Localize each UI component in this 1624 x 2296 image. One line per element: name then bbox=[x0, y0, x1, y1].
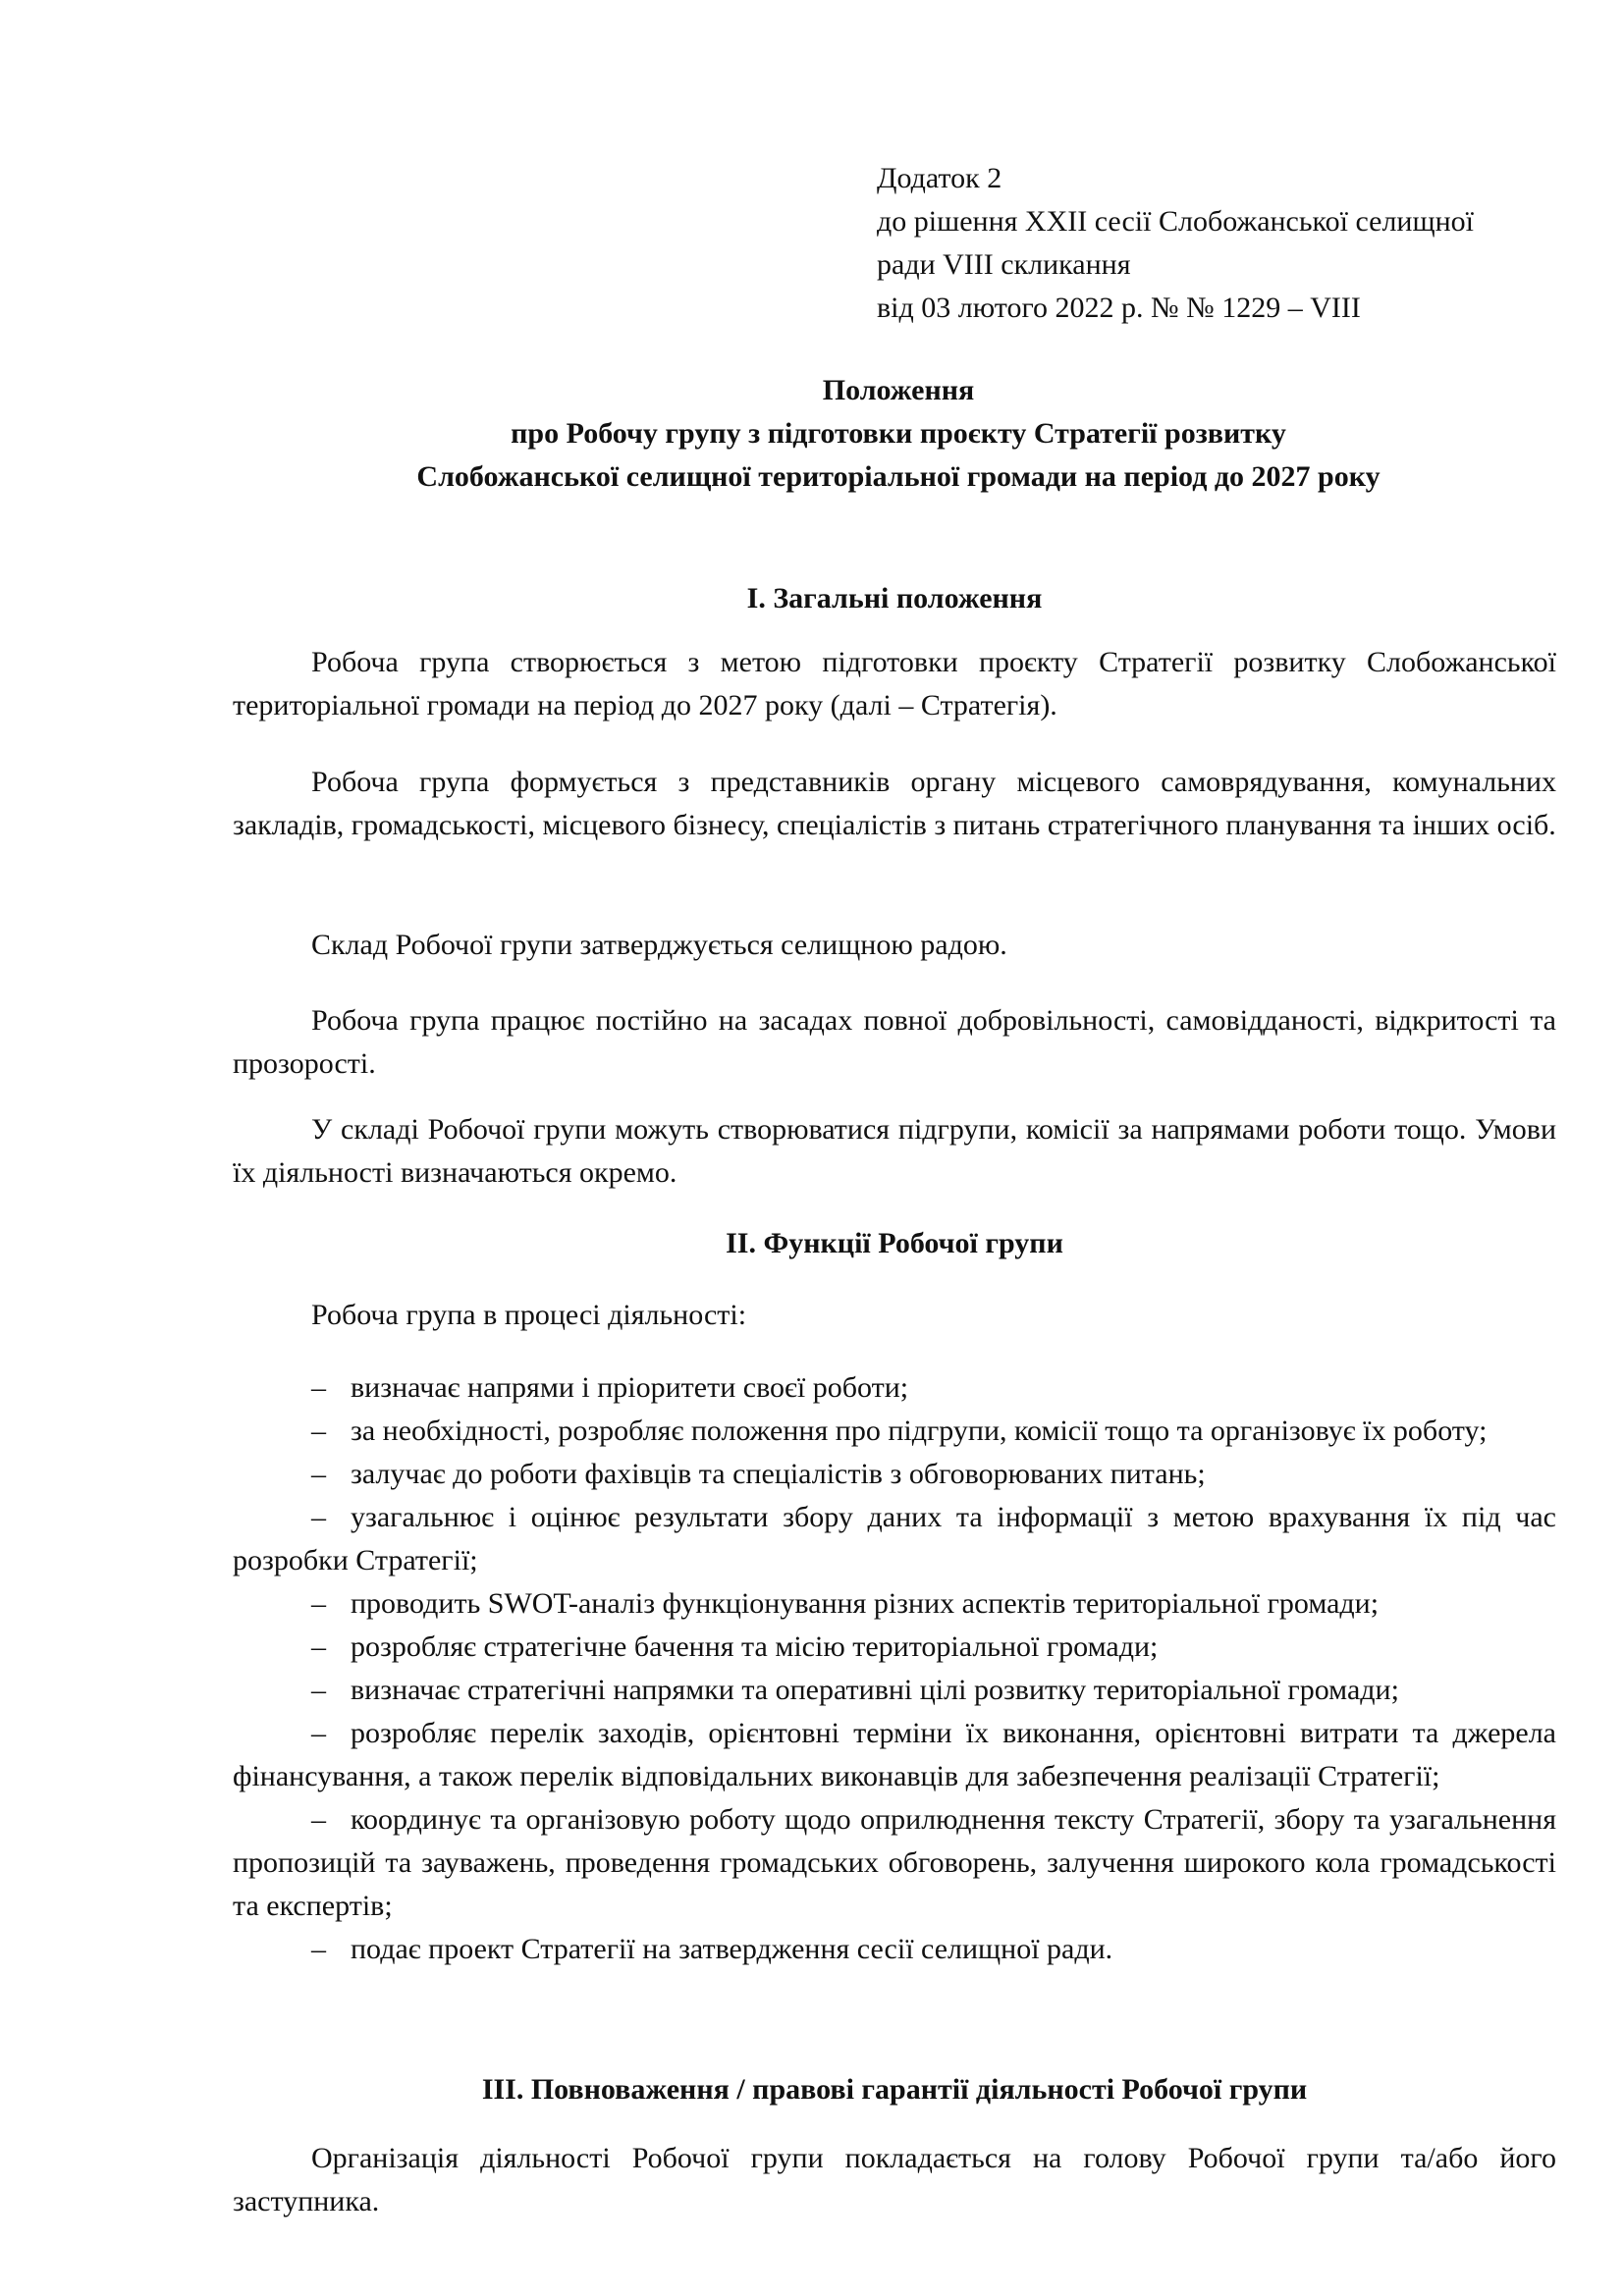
section-3-heading: III. Повноваження / правові гарантії діяльності Робочої групи bbox=[481, 2073, 1308, 2106]
section-2-intro: Робоча група в процесі діяльності: bbox=[311, 1299, 747, 1331]
dash-marker: – bbox=[311, 1717, 326, 1749]
title-line-2: про Робочу групу з підготовки проєкту Стратегії розвитку bbox=[511, 417, 1286, 450]
dash-marker: – bbox=[311, 1630, 326, 1663]
section-3-para-1: Організація діяльності Робочої групи покладається на голову Робочої групи та/або його заступника. bbox=[233, 2142, 1556, 2217]
section-1-para-3: Склад Робочої групи затверджується селищною радою. bbox=[311, 929, 1007, 961]
annex-block bbox=[877, 157, 1584, 330]
dash-marker: – bbox=[311, 1458, 326, 1490]
annex-number: Додаток 2 bbox=[877, 162, 1002, 194]
list-item: – залучає до роботи фахівців та спеціалістів з обговорюваних питань; bbox=[233, 1453, 1556, 1496]
section-2-heading: II. Функції Робочої групи bbox=[726, 1227, 1063, 1259]
list-item: – подає проект Стратегії на затвердження сесії селищної ради. bbox=[233, 1928, 1556, 1971]
dash-marker: – bbox=[311, 1587, 326, 1620]
section-2 bbox=[233, 1222, 1556, 1265]
functions-list bbox=[233, 1366, 1556, 1971]
section-3 bbox=[233, 2068, 1556, 2111]
annex-date: від 03 лютого 2022 р. № № 1229 – VIII bbox=[877, 292, 1361, 324]
list-item: – розробляє перелік заходів, орієнтовні терміни їх виконання, орієнтовні витрати та джерела фінансування, а також перелік відповідальних виконавців для забезпечення реалізації Стратегії; bbox=[233, 1712, 1556, 1798]
title-line-1: Положення bbox=[822, 374, 975, 406]
list-item: – за необхідності, розробляє положення про підгрупи, комісії тощо та організовує їх роботу; bbox=[233, 1410, 1556, 1453]
dash-marker: – bbox=[311, 1803, 326, 1836]
section-1-para-2: Робоча група формується з представників органу місцевого самоврядування, комунальних закладів, громадськості, місцевого бізнесу, спеціалістів з питань стратегічного планування та інших осіб. bbox=[233, 766, 1556, 841]
list-item: – проводить SWOT-аналіз функціонування різних аспектів територіальної громади; bbox=[233, 1582, 1556, 1626]
list-item: – координує та організовую роботу щодо оприлюднення тексту Стратегії, збору та узагальнення пропозицій та зауважень, проведення громадських обговорень, залучення широкого кола громадськості та експертів; bbox=[233, 1798, 1556, 1928]
title-line-3: Слобожанської селищної територіальної громади на період до 2027 року bbox=[416, 460, 1380, 493]
list-item: – розробляє стратегічне бачення та місію територіальної громади; bbox=[233, 1626, 1556, 1669]
document-title bbox=[157, 369, 1624, 499]
section-1-heading: I. Загальні положення bbox=[746, 582, 1043, 614]
section-1-para-4: Робоча група працює постійно на засадах повної добровільності, самовідданості, відкритості та прозорості. bbox=[233, 1004, 1556, 1080]
section-1-para-5: У складі Робочої групи можуть створюватися підгрупи, комісії за напрямами роботи тощо. Умови їх діяльності визначаються окремо. bbox=[233, 1113, 1556, 1189]
list-item: – визначає стратегічні напрямки та оперативні цілі розвитку територіальної громади; bbox=[233, 1669, 1556, 1712]
dash-marker: – bbox=[311, 1933, 326, 1965]
dash-marker: – bbox=[311, 1371, 326, 1404]
dash-marker: – bbox=[311, 1415, 326, 1447]
annex-council: ради VIII скликання bbox=[877, 248, 1131, 281]
annex-decision: до рішення XXII сесії Слобожанської селищної bbox=[877, 205, 1474, 238]
section-1 bbox=[233, 577, 1556, 620]
section-1-para-1: Робоча група створюється з метою підготовки проєкту Стратегії розвитку Слобожанської територіальної громади на період до 2027 року (далі – Стратегія). bbox=[233, 646, 1556, 721]
list-item: – визначає напрями і пріоритети своєї роботи; bbox=[233, 1366, 1556, 1410]
dash-marker: – bbox=[311, 1501, 326, 1533]
dash-marker: – bbox=[311, 1674, 326, 1706]
list-item: – узагальнює і оцінює результати збору даних та інформації з метою врахування їх під час розробки Стратегії; bbox=[233, 1496, 1556, 1582]
